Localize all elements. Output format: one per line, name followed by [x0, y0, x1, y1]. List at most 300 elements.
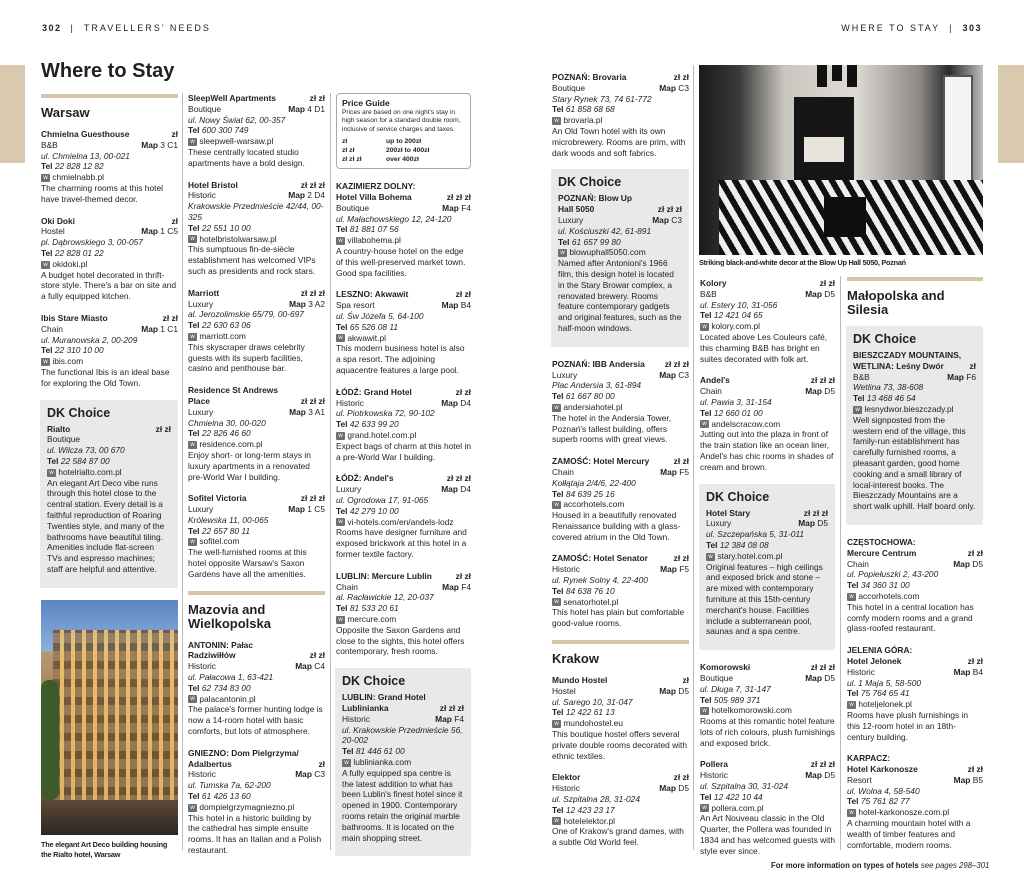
web-icon: w	[47, 469, 56, 477]
hotel-address: ul. 1 Maja 5, 58-500	[847, 677, 922, 688]
column-1	[41, 94, 178, 860]
price-guide-box	[336, 93, 471, 169]
hotel-name: ZAMOŚĆ: Hotel Senator	[552, 553, 648, 564]
hotel-phone: Tel 42 279 10 00	[336, 505, 399, 516]
hotel-name: Ibis Stare Miasto	[41, 312, 108, 323]
hotel-description: These centrally located studio apartments have a bold design.	[188, 146, 305, 168]
hotel-address: ul. Muranowska 2, 00-209	[41, 334, 138, 345]
hotel-name: ŁÓDŹ: Grand Hotel	[336, 386, 412, 397]
hotel-entry	[700, 375, 835, 472]
hotel-website-link[interactable]: brovaria.pl	[563, 115, 603, 126]
region-heading: Warsaw	[41, 105, 90, 120]
price-band: zł zł	[967, 655, 983, 666]
hotel-website-link[interactable]: accorhotels.com	[563, 499, 625, 510]
hotel-address: ul. Małachowskiego 12, 24-120	[336, 213, 452, 224]
hotel-type: Boutique	[552, 82, 586, 93]
map-reference: Map D5	[805, 770, 835, 781]
hotel-phone: Tel 505 989 371	[700, 694, 761, 705]
hotel-description: Jutting out into the plaza in front of the train station like an ocean liner, Andel's has chic rooms in shades of cream and brown.	[700, 429, 834, 472]
price-guide-title: Price Guide	[342, 98, 390, 108]
region-heading: Mazovia and Wielkopolska	[188, 601, 271, 631]
price-band: zł zł zł	[657, 204, 682, 215]
hotel-name: ANTONIN: Pałac Radziwiłłów	[188, 639, 254, 661]
price-band: zł zł	[455, 289, 471, 300]
hotel-name: Hotel Bristol	[188, 179, 238, 190]
hotel-description: A fully equipped spa centre is the latest addition to what has been Lublin's finest hotel since it opened in 1900. Contemporary rooms retain the original marble bathrooms. It is located on the main shopping street.	[342, 767, 463, 843]
hotel-description: Opposite the Saxon Gardens and close to the sights, this hotel offers contemporary, fresh rooms.	[336, 624, 465, 657]
hotel-type: Boutique	[700, 672, 734, 683]
map-reference: Map D4	[441, 484, 471, 495]
hotel-description: Rooms have plush furnishings in this 12-room hotel in an 18th-century building.	[847, 709, 969, 742]
hotel-address: Krakowskie Przedmieście 42/44, 00-325	[188, 201, 324, 222]
section-rule	[552, 640, 689, 644]
hotel-name: Mundo Hostel	[552, 675, 608, 686]
hotel-website-link[interactable]: grand.hotel.com.pl	[347, 430, 417, 441]
hotel-phone: Tel 22 828 01 22	[41, 247, 104, 258]
page-title: Where to Stay	[41, 60, 175, 82]
hotel-website-link[interactable]: accorhotels.com	[858, 590, 920, 601]
map-reference: Map C3	[652, 214, 682, 225]
hotel-entry	[552, 456, 689, 542]
hotel-type: Chain	[700, 386, 722, 397]
hotel-address: ul. Św Józefa 5, 64-100	[336, 311, 424, 322]
map-reference: Map F4	[435, 713, 464, 724]
hotel-phone: Tel 22 310 10 00	[41, 345, 104, 356]
price-band: zł zł zł	[300, 395, 325, 406]
hotel-type: Boutique	[47, 434, 81, 445]
hotel-entry	[188, 288, 325, 374]
hotel-website-link[interactable]: palacantonin.pl	[199, 693, 256, 704]
hotel-type: Historic	[700, 770, 728, 781]
hotel-phone: Tel 62 734 83 00	[188, 682, 251, 693]
hotel-type: Luxury	[552, 369, 578, 380]
price-band: zł zł	[455, 570, 471, 581]
map-reference: Map 3 C1	[141, 139, 178, 150]
hotel-website-link[interactable]: blowuphall5050.com	[569, 247, 646, 258]
map-reference: Map D5	[798, 518, 828, 529]
hotel-address: ul. Wilcza 73, 00 670	[47, 445, 125, 456]
price-band: zł zł zł	[810, 375, 835, 386]
chapter-tab-right	[998, 65, 1024, 163]
price-band: zł	[682, 675, 689, 686]
column-divider	[693, 65, 694, 850]
hotel-entry	[700, 278, 835, 364]
hotel-entry	[41, 313, 178, 389]
column-3	[336, 93, 471, 868]
hotel-phone: Tel 13 468 46 54	[853, 393, 916, 404]
hotel-address: ul. Pałacowa 1, 63-421	[188, 672, 274, 683]
web-icon: w	[552, 404, 561, 412]
web-icon: w	[552, 117, 561, 125]
hotel-website-link[interactable]: hotelkomorowski.com	[711, 705, 792, 716]
hotel-entry	[706, 508, 828, 638]
hotel-website-link[interactable]: sleepwell-warsaw.pl	[199, 136, 274, 147]
hotel-website-link[interactable]: sofitel.com	[199, 536, 240, 547]
hotel-entry	[188, 93, 325, 169]
hotel-description: The hotel in the Andersia Tower, Poznań's tallest building, offers superb rooms with great views.	[552, 412, 672, 445]
hotel-description: A budget hotel decorated in thrift-store style. There's a bar on site and a fully equipped kitchen.	[41, 269, 177, 302]
hotel-name: LESZNO: Akwawit	[336, 289, 409, 300]
hotel-entry	[41, 129, 178, 205]
price-band: zł zł	[819, 278, 835, 288]
web-icon: w	[552, 501, 561, 509]
hotel-entry	[336, 387, 471, 463]
hotel-phone: Tel 81 881 07 56	[336, 224, 399, 235]
hotel-phone: Tel 34 360 31 00	[847, 580, 910, 591]
hotel-phone: Tel 12 384 08 08	[706, 539, 769, 550]
hotel-entry	[188, 385, 325, 482]
price-band: zł zł	[162, 312, 178, 323]
hotel-website-link[interactable]: senatorhotel.pl	[563, 596, 619, 607]
hotel-type: Luxury	[188, 504, 214, 515]
hotel-description: Named after Antonioni's 1966 film, this design hotel is located in the Stary Browar complex, a renovated brewery. Rooms feature contemporary gadgets and original features, such as the half-moon windows.	[558, 258, 682, 333]
hotel-address: ul. Popiełuszki 2, 43-200	[847, 569, 939, 580]
hotel-website-link[interactable]: villabohema.pl	[347, 235, 401, 246]
hotel-name: LUBLIN: Grand Hotel Lublinianka	[342, 692, 426, 713]
hotel-name: Hotel Stary	[706, 507, 751, 518]
hotel-description: Housed in a beautifully renovated Renaissance building with a glass-covered atrium in the Old Town.	[552, 510, 681, 542]
hotel-phone: Tel 12 421 04 65	[700, 310, 763, 321]
hotel-address: ul. Nowy Świat 62, 00-357	[188, 114, 286, 125]
map-reference: Map B4	[953, 666, 983, 677]
hotel-type: Historic	[188, 769, 216, 780]
map-reference: Map F5	[660, 564, 689, 575]
hotel-entry	[552, 72, 689, 158]
hotel-phone: Tel 75 761 82 77	[847, 796, 910, 807]
price-band: zł zł	[967, 547, 983, 558]
hotel-phone: Tel 22 826 46 60	[188, 428, 251, 439]
hotel-website-link[interactable]: marriott.com	[199, 330, 246, 341]
photo-art-deco-building	[41, 600, 178, 835]
price-band: zł zł zł	[446, 192, 471, 203]
hotel-website-link[interactable]: mercure.com	[347, 613, 397, 624]
hotel-website-link[interactable]: okidoki.pl	[52, 258, 88, 269]
hotel-entry	[188, 640, 325, 737]
hotel-entry	[552, 553, 689, 629]
hotel-website-link[interactable]: dompielgrzymagniezno.pl	[199, 801, 295, 812]
column-4	[552, 72, 689, 859]
hotel-type: Hostel	[41, 226, 65, 237]
hotel-description: One of Krakow's grand dames, with a subtle Old World feel.	[552, 826, 684, 848]
price-band: zł zł zł	[810, 662, 835, 673]
web-icon: w	[700, 420, 709, 428]
hotel-description: Rooms have designer furniture and exposed brickwork at this hotel in a former textile factory.	[336, 527, 467, 559]
map-reference: Map B4	[441, 300, 471, 311]
price-band: zł	[171, 215, 178, 226]
footer-page-ref: see pages 298–301	[920, 861, 990, 870]
hotel-phone: Tel 22 551 10 00	[188, 222, 251, 233]
hotel-address: ul. Pawia 3, 31-154	[700, 396, 772, 407]
hotel-address: ul. Tumska 7a, 62-200	[188, 780, 271, 791]
hotel-name: Kolory	[700, 278, 727, 288]
hotel-type: B&B	[853, 371, 870, 382]
hotel-website-link[interactable]: kolory.com.pl	[711, 321, 761, 332]
web-icon: w	[700, 323, 709, 331]
hotel-phone: Tel 81 446 61 00	[342, 746, 405, 757]
hotel-entry	[847, 537, 983, 634]
web-icon: w	[188, 695, 197, 703]
web-icon: w	[853, 406, 862, 414]
price-band: zł zł	[455, 386, 471, 397]
dk-choice-label: DK Choice	[47, 405, 111, 420]
web-icon: w	[552, 817, 561, 825]
column-divider	[182, 93, 183, 850]
web-icon: w	[188, 333, 197, 341]
hotel-description: This hotel in a historic building by the cathedral has simple ensuite rooms. It has an Italian and a Polish restaurant.	[188, 812, 322, 856]
hotel-website-link[interactable]: ibis.com	[52, 356, 84, 367]
price-band: zł zł	[673, 72, 689, 82]
hotel-description: This boutique hostel offers several private double rooms decorated with ethnic textiles.	[552, 729, 688, 761]
map-reference: Map C3	[659, 82, 689, 93]
hotel-description: A country-house hotel on the edge of this well-preserved market town. Good spa facilities.	[336, 246, 466, 278]
dk-choice-box	[699, 484, 835, 651]
hotel-website-link[interactable]: pollera.com.pl	[711, 802, 764, 813]
price-guide-note: Prices are based on one night's stay in high season for a standard double room, inclusive of service charges and taxes.	[342, 108, 461, 133]
hotel-address: ul. Szczepańska 5, 31-011	[706, 529, 805, 540]
map-reference: Map C3	[295, 769, 325, 780]
hotel-name: POZNAŃ: Blow Up Hall 5050	[558, 193, 632, 215]
hotel-entry	[47, 424, 171, 575]
hotel-entry	[336, 181, 471, 278]
price-band: zł zł	[309, 650, 325, 661]
hotel-description: The functional Ibis is an ideal base for exploring the Old Town.	[41, 366, 170, 388]
dk-choice-label: DK Choice	[558, 175, 622, 190]
section-rule	[847, 277, 983, 281]
hotel-type: Chain	[41, 323, 63, 334]
hotel-phone: Tel 84 638 76 10	[552, 585, 615, 596]
map-reference: Map D4	[441, 397, 471, 408]
price-band: zł	[318, 758, 325, 769]
price-band: zł zł	[309, 93, 325, 103]
hotel-address: ul. Rynek Solny 4, 22-400	[552, 575, 648, 586]
hotel-name: Marriott	[188, 287, 220, 298]
hotel-name: Pollera	[700, 759, 728, 770]
web-icon: w	[336, 432, 345, 440]
web-icon: w	[552, 598, 561, 606]
web-icon: w	[188, 441, 197, 449]
dk-choice-box	[551, 169, 689, 346]
photo-caption: The elegant Art Deco building housing the Rialto hotel, Warsaw	[41, 839, 168, 859]
dk-choice-label: DK Choice	[342, 674, 406, 689]
hotel-name: ZAMOŚĆ: Hotel Mercury	[552, 456, 650, 467]
hotel-phone: Tel 61 657 99 80	[558, 236, 621, 247]
hotel-website-link[interactable]: hoteljelonek.pl	[858, 699, 912, 710]
hotel-website-link[interactable]: andelscracow.com	[711, 418, 781, 429]
hotel-type: Chain	[847, 558, 869, 569]
map-reference: Map B5	[953, 774, 983, 785]
price-guide-row: zł zł zł over 400zł	[342, 156, 419, 164]
map-reference: Map F6	[947, 371, 976, 382]
region-heading: Małopolska and Silesia	[847, 288, 945, 317]
hotel-website-link[interactable]: mundohostel.eu	[563, 718, 623, 729]
hotel-name: ŁÓDŹ: Andel's	[336, 473, 394, 484]
hotel-entry	[188, 748, 325, 856]
hotel-type: B&B	[700, 288, 717, 299]
hotel-address: ul. Piotrkowska 72, 90-102	[336, 408, 435, 419]
hotel-phone: Tel 22 630 63 06	[188, 320, 251, 331]
hotel-description: This modern business hotel is also a spa resort. The adjoining aquacentre features a large pool.	[336, 343, 465, 376]
price-band: zł	[171, 129, 178, 139]
map-reference: Map D5	[805, 288, 835, 299]
hotel-entry	[188, 180, 325, 277]
hotel-address: ul. Długa 7, 31-147	[700, 683, 771, 694]
hotel-entry	[552, 675, 689, 761]
hotel-name: SleepWell Apartments	[188, 93, 276, 103]
hotel-phone: Tel 12 660 01 00	[700, 407, 763, 418]
map-reference: Map 1 C5	[141, 226, 178, 237]
hotel-address: Królewska 11, 00-065	[188, 514, 269, 525]
hotel-entry	[336, 473, 471, 559]
hotel-name: JELENIA GÓRA: Hotel Jelonek	[847, 645, 913, 666]
price-band: zł zł zł	[810, 759, 835, 770]
web-icon: w	[336, 616, 345, 624]
price-band: zł zł zł	[300, 179, 325, 190]
hotel-address: ul. Estery 10, 31-056	[700, 299, 778, 310]
web-icon: w	[700, 707, 709, 715]
hotel-description: An elegant Art Deco vibe runs through this hotel close to the central station. Every detail is a faithful reproduction of Roaring Twenties style, and many of the bathrooms have beautiful tiling. Amenities include flat-screen TVs and espresso machines; staff are helpful and attentive.	[47, 477, 165, 574]
hotel-type: Boutique	[336, 202, 370, 213]
hotel-name: Residence St Andrews Place	[188, 385, 278, 406]
map-reference: Map D5	[659, 685, 689, 696]
hotel-name: Chmielna Guesthouse	[41, 129, 130, 139]
map-reference: Map F5	[660, 466, 689, 477]
region-heading: Krakow	[552, 651, 599, 667]
hotel-description: An Art Nouveau classic in the Old Quarter, the Pollera was founded in 1834 and has welcomed guests with style ever since.	[700, 813, 836, 856]
hotel-address: pl. Dąbrowskiego 3, 00-057	[41, 237, 143, 248]
hotel-description: An Old Town hotel with its own microbrewery. Rooms are prim, with dark woods and soft fabrics.	[552, 125, 686, 158]
hotel-website-link[interactable]: residence.com.pl	[199, 439, 263, 450]
running-head-left: 302 | TRAVELLERS’ NEEDS	[42, 23, 211, 33]
hotel-description: Located above Les Couleurs café, this charming B&B has bright en suites decorated with folk art.	[700, 331, 828, 364]
price-band: zł zł	[673, 456, 689, 467]
hotel-address: Plac Andersia 3, 61-894	[552, 380, 642, 391]
hotel-name: GNIEZNO: Dom Pielgrzyma/ Adalbertus	[188, 747, 299, 769]
hotel-name: KARPACZ: Hotel Karkonosze	[847, 753, 918, 775]
hotel-phone: Tel 81 533 20 61	[336, 603, 399, 614]
map-reference: Map C4	[295, 661, 325, 672]
hotel-phone: Tel 65 526 08 11	[336, 321, 399, 332]
hotel-entry	[700, 662, 835, 748]
hotel-description: The palace's former hunting lodge is now a 14-room hotel with basic comforts, but lots of atmosphere.	[188, 704, 323, 737]
hotel-type: Luxury	[706, 518, 732, 529]
hotel-description: A charming mountain hotel with a wealth of timber features and comfortable, modern rooms.	[847, 818, 971, 850]
price-band: zł	[969, 360, 976, 371]
map-reference: Map D5	[805, 672, 835, 683]
hotel-type: Historic	[342, 713, 370, 724]
hotel-phone: Tel 42 633 99 20	[336, 419, 399, 430]
hotel-website-link[interactable]: chmielnabb.pl	[52, 172, 105, 183]
hotel-name: CZĘSTOCHOWA: Mercure Centrum	[847, 536, 917, 558]
hotel-address: Stary Rynek 73, 74 61-772	[552, 93, 652, 104]
hotel-website-link[interactable]: akwawit.pl	[347, 332, 386, 343]
hotel-address: ul. Ogrodowa 17, 91-065	[336, 495, 429, 506]
hotel-address: al. Racławickie 12, 20-037	[336, 592, 434, 603]
hotel-type: Resort	[847, 774, 872, 785]
map-reference: Map 2 D4	[288, 190, 325, 201]
web-icon: w	[41, 261, 50, 269]
hotel-type: Historic	[336, 397, 364, 408]
hotel-address: ul. Chmielna 13, 00-021	[41, 150, 130, 161]
hotel-website-link[interactable]: stary.hotel.com.pl	[717, 550, 783, 561]
hotel-entry	[552, 772, 689, 848]
hotel-entry	[342, 692, 464, 843]
hotel-phone: Tel 61 426 13 60	[188, 791, 251, 802]
map-reference: Map 3 A2	[289, 298, 325, 309]
hotel-name: Komorowski	[700, 662, 751, 673]
hotel-entry	[853, 350, 976, 512]
dk-choice-box	[335, 668, 471, 856]
feature-photo-hotel-interior	[699, 65, 983, 255]
hotel-website-link[interactable]: hotelrialto.com.pl	[58, 466, 122, 477]
price-band: zł zł	[155, 423, 171, 434]
hotel-phone: Tel 600 300 749	[188, 125, 249, 136]
hotel-website-link[interactable]: hotel-karkonosze.com.pl	[858, 807, 950, 818]
map-reference: Map C3	[659, 369, 689, 380]
price-band: zł zł zł	[300, 287, 325, 298]
hotel-entry	[188, 493, 325, 579]
map-reference: Map 3 A1	[289, 406, 325, 417]
hotel-website-link[interactable]: lublinianka.com	[353, 756, 412, 767]
web-icon: w	[847, 593, 856, 601]
map-reference: Map F4	[442, 581, 471, 592]
hotel-type: Spa resort	[336, 300, 375, 311]
map-reference: Map D5	[659, 783, 689, 794]
hotel-website-link[interactable]: hotelbristolwarsaw.pl	[199, 233, 277, 244]
hotel-type: Luxury	[188, 298, 214, 309]
chapter-tab-left	[0, 65, 25, 163]
hotel-name: KAZIMIERZ DOLNY: Hotel Villa Bohema	[336, 181, 416, 203]
column-divider	[840, 276, 841, 850]
hotel-website-link[interactable]: vi-hotels.com/en/andels-lodz	[347, 516, 454, 527]
hotel-entry	[552, 359, 689, 445]
hotel-name: Sofitel Victoria	[188, 493, 247, 504]
hotel-description: This hotel in a central location has comfy modern rooms and a grand glass-roofed restaurant.	[847, 601, 974, 634]
hotel-phone: Tel 22 828 12 82	[41, 161, 104, 172]
hotel-name: BIESZCZADY MOUNTAINS, WETLINA: Leśny Dwór	[853, 350, 962, 371]
hotel-phone: Tel 12 422 10 44	[700, 791, 763, 802]
hotel-address: ul. Wolna 4, 58-540	[847, 785, 920, 796]
web-icon: w	[558, 249, 567, 257]
hotel-phone: Tel 61 858 68 68	[552, 104, 615, 115]
hotel-address: ul. Krakowskie Przedmieście 56, 20-002	[342, 724, 463, 746]
hotel-address: Wetlina 73, 38-608	[853, 382, 924, 393]
hotel-entry	[336, 289, 471, 375]
price-band: zł zł zł	[300, 493, 325, 504]
feature-photo-caption: Striking black-and-white decor at the Blow Up Hall 5050, Poznań	[699, 258, 906, 267]
hotel-description: This sumptuous fin-de-siècle establishment has welcomed VIPs such as presidents and rock stars.	[188, 244, 316, 276]
hotel-type: Historic	[188, 190, 216, 201]
map-reference: Map 1 C5	[288, 504, 325, 515]
web-icon: w	[847, 809, 856, 817]
hotel-type: B&B	[41, 139, 58, 150]
hotel-type: Historic	[188, 661, 216, 672]
web-icon: w	[336, 237, 345, 245]
hotel-entry	[558, 193, 682, 333]
price-band: zł zł zł	[446, 473, 471, 484]
hotel-website-link[interactable]: andersiahotel.pl	[563, 401, 623, 412]
hotel-website-link[interactable]: hotelelektor.pl	[563, 815, 616, 826]
web-icon: w	[41, 358, 50, 366]
section-rule	[188, 591, 325, 595]
hotel-type: Historic	[847, 666, 875, 677]
hotel-address: al. Jerozolimskie 65/79, 00-697	[188, 309, 304, 320]
price-guide-row: zł up to 200zł	[342, 138, 422, 146]
hotel-name: Andel's	[700, 375, 730, 386]
hotel-name: POZNAŃ: Brovaria	[552, 72, 627, 82]
hotel-type: Luxury	[188, 406, 214, 417]
hotel-website-link[interactable]: lesnydwor.bieszczady.pl	[864, 403, 954, 414]
map-reference: Map D5	[953, 558, 983, 569]
